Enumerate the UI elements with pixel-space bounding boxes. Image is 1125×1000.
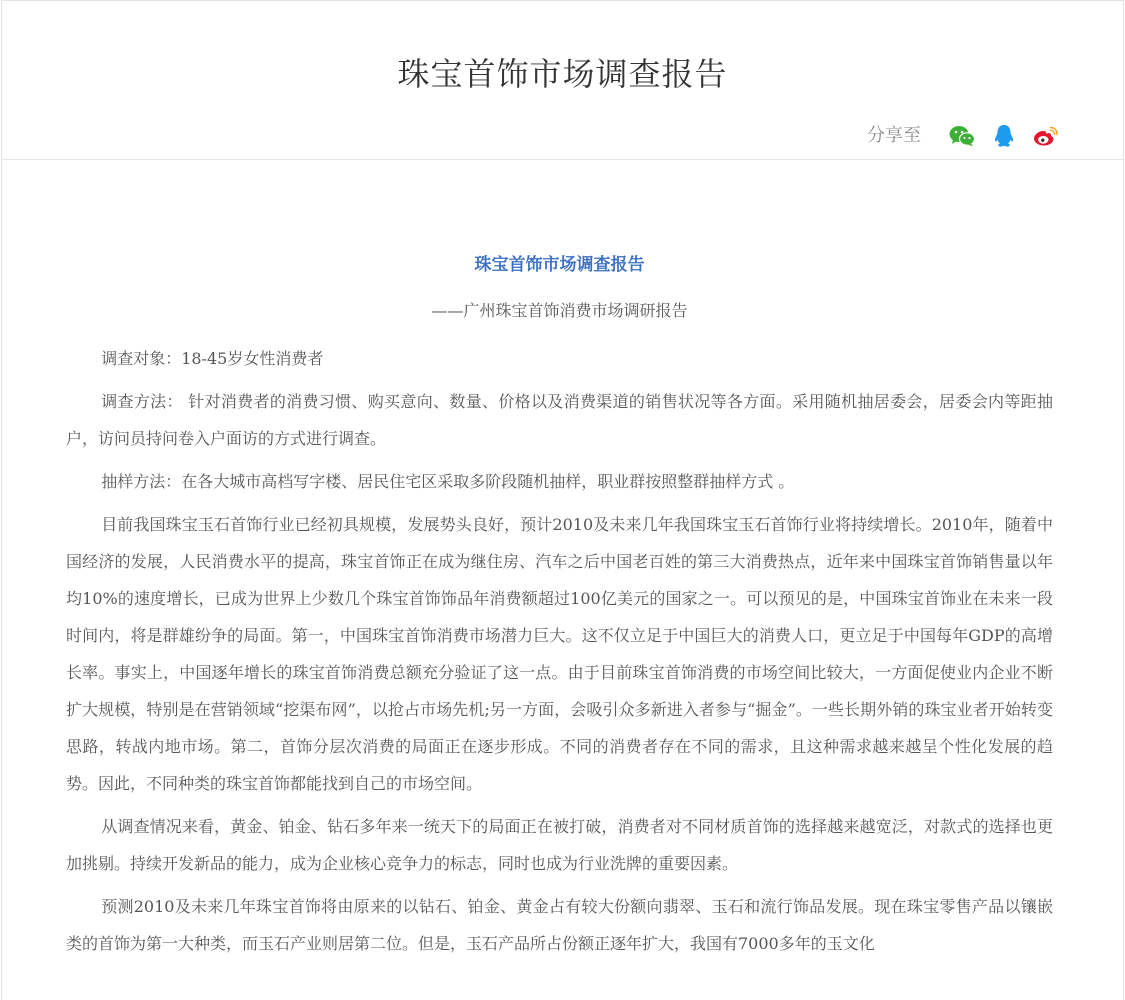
article-title: 珠宝首饰市场调查报告	[474, 255, 645, 275]
wechat-icon	[949, 125, 975, 147]
share-bar	[867, 121, 1061, 151]
weibo-icon	[1033, 125, 1059, 147]
qq-icon	[993, 124, 1015, 148]
weibo-share-button[interactable]	[1031, 121, 1061, 151]
paragraph: 目前我国珠宝玉石首饰行业已经初具规模，发展势头良好，预计2010及未来几年我国珠宝玉石首饰行业将持续增长。2010年，随着中国经济的发展，人民消费水平的提高，珠宝首饰正在成为继住房、汽车之后中国老百姓的第三大消费热点，近年来中国珠宝首饰销售量以年均10%的速度增长，已成为世界上少数几个珠宝首饰饰品年消费额超过100亿美元的国家之一。可以预见的是，中国珠宝首饰业在未来一段时间内，将是群雄纷争的局面。第一，中国珠宝首饰消费市场潜力巨大。这不仅立足于中国巨大的消费人口，更立足于中国每年GDP的高增长率。事实上，中国逐年增长的珠宝首饰消费总额充分验证了这一点。由于目前珠宝首饰消费的市场空间比较大，一方面促使业内企业不断扩大规模，特别是在营销领域“挖渠布网”，以抢占市场先机;另一方面，会吸引众多新进入者参与“掘金”。一些长期外销的珠宝业者开始转变思路，转战内地市场。第二，首饰分层次消费的局面正在逐步形成。不同的消费者存在不同的需求，且这种需求越来越呈个性化发展的趋势。因此，不同种类的珠宝首饰都能找到自己的市场空间。	[66, 515, 1053, 793]
page-frame	[1, 0, 1124, 1000]
wechat-share-button[interactable]	[947, 121, 977, 151]
article-subtitle: ——广州珠宝首饰消费市场调研报告	[431, 301, 688, 320]
paragraph: 调查对象：18-45岁女性消费者	[101, 349, 324, 368]
page-title: 珠宝首饰市场调查报告	[397, 55, 728, 93]
paragraph: 从调查情况来看，黄金、铂金、钻石多年来一统天下的局面正在被打破，消费者对不同材质首饰的选择越来越宽泛，对款式的选择也更加挑剔。持续开发新品的能力，成为企业核心竞争力的标志，同时也成为行业洗牌的重要因素。	[66, 817, 1053, 873]
article-body	[2, 160, 1123, 962]
paragraph: 调查方法： 针对消费者的消费习惯、购买意向、数量、价格以及消费渠道的销售状况等各方面。采用随机抽居委会，居委会内等距抽户，访问员持问卷入户面访的方式进行调查。	[66, 392, 1053, 448]
paragraph: 抽样方法：在各大城市高档写字楼、居民住宅区采取多阶段随机抽样，职业群按照整群抽样方式 。	[101, 472, 795, 491]
qq-share-button[interactable]	[989, 121, 1019, 151]
paragraph: 预测2010及未来几年珠宝首饰将由原来的以钻石、铂金、黄金占有较大份额向翡翠、玉石和流行饰品发展。现在珠宝零售产品以镶嵌类的首饰为第一大种类，而玉石产业则居第二位。但是，玉石产品所占份额正逐年扩大，我国有7000多年的玉文化	[66, 897, 1053, 953]
page-header	[2, 1, 1123, 160]
share-label: 分享至	[867, 125, 921, 146]
